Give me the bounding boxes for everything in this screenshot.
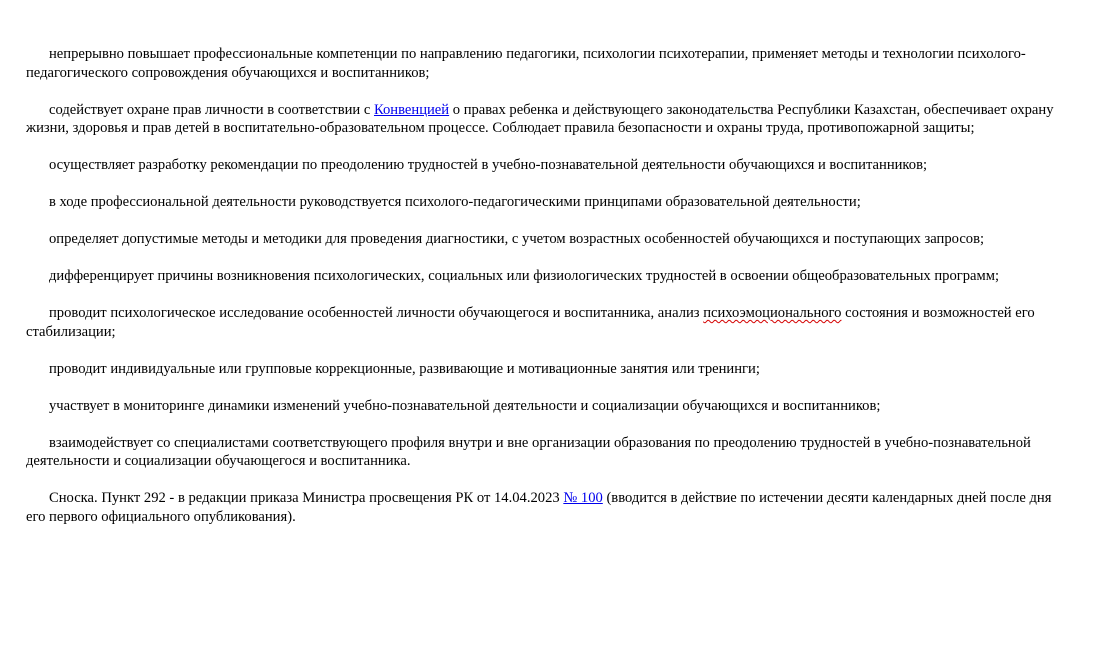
paragraph-7-text-after: состояния и возможностей его стабилизации; <box>26 305 1035 340</box>
paragraph-2 <box>26 101 1062 138</box>
paragraph-10: взаимодействует со специалистами соответствующего профиля внутри и вне организации образования по преодолению трудностей в учебно-познавательной деятельности и социализации обучающегося и воспитанника. <box>26 434 1031 469</box>
spellcheck-flagged-word[interactable]: психоэмоционального <box>703 305 842 321</box>
paragraph-7 <box>26 304 1062 341</box>
paragraph-9: участвует в мониторинге динамики изменений учебно-познавательной деятельности и социализации обучающихся и воспитанников; <box>49 397 881 414</box>
footnote-text-after: (вводится в действие по истечении десяти календарных дней после дня его первого официального опубликования). <box>26 490 1052 525</box>
paragraph-2-text-before: содействует охране прав личности в соответствии с <box>49 101 374 118</box>
paragraph-5: определяет допустимые методы и методики для проведения диагностики, с учетом возрастных особенностей обучающихся и поступающих запросов; <box>49 231 985 247</box>
paragraph-6: дифференцирует причины возникновения психологических, социальных или физиологических трудностей в освоении общеобразовательных программ; <box>49 268 1000 284</box>
footnote-paragraph <box>26 489 1062 526</box>
paragraph-1: непрерывно повышает профессиональные компетенции по направлению педагогики, психологии психотерапии, применяет методы и технологии психолого-педагогического сопровождения обучающихся и воспитанников; <box>26 46 1026 81</box>
document-body <box>26 45 1062 545</box>
convention-link[interactable]: Конвенцией <box>373 101 450 118</box>
paragraph-8: проводит индивидуальные или групповые коррекционные, развивающие и мотивационные занятия или тренинги; <box>49 360 760 377</box>
paragraph-4: в ходе профессиональной деятельности руководствуется психолого-педагогическими принципами образовательной деятельности; <box>49 194 861 210</box>
paragraph-2-text-after: о правах ребенка и действующего законодательства Республики Казахстан, обеспечивает охрану жизни, здоровья и прав детей в воспитательно-образовательном процессе. Соблюдает правила безопасности и охраны труда, противопожарной защиты; <box>26 101 1054 136</box>
footnote-text-before: Сноска. Пункт 292 - в редакции приказа Министра просвещения РК от 14.04.2023 <box>49 490 564 506</box>
paragraph-3: осуществляет разработку рекомендации по преодолению трудностей в учебно-познавательной деятельности обучающихся и воспитанников; <box>49 157 928 173</box>
paragraph-7-text-before: проводит психологическое исследование особенностей личности обучающегося и воспитанника, анализ <box>49 305 704 321</box>
order-100-link[interactable]: № 100 <box>563 490 603 506</box>
